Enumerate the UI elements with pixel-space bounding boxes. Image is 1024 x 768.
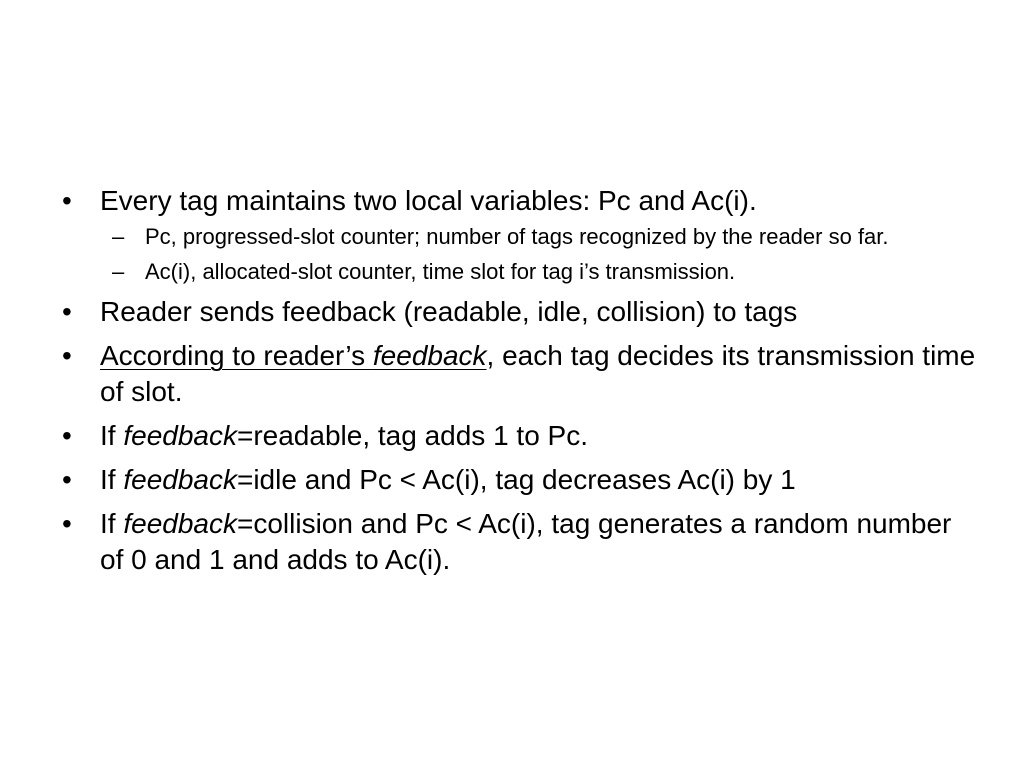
bullet-text: , each tag decides its transmission time of slot. bbox=[100, 340, 976, 407]
bullet-item bbox=[62, 418, 982, 454]
bullet-item bbox=[62, 338, 982, 410]
bullet-list bbox=[62, 183, 982, 586]
underlined-text: According to reader’s bbox=[100, 340, 373, 371]
sub-bullet-text: Pc, progressed-slot counter; number of tags recognized by the reader so far. bbox=[145, 224, 889, 249]
bullet-prefix: If bbox=[100, 464, 124, 495]
bullet-dot: • bbox=[62, 464, 72, 495]
underlined-phrase bbox=[100, 340, 487, 371]
sub-bullet-item bbox=[112, 258, 982, 286]
bullet-item bbox=[62, 294, 982, 330]
bullet-dot: • bbox=[62, 340, 72, 371]
bullet-dot: • bbox=[62, 508, 72, 539]
bullet-item bbox=[62, 183, 982, 286]
bullet-prefix: If bbox=[100, 420, 124, 451]
sub-bullet-text: Ac(i), allocated-slot counter, time slot for tag i’s transmission. bbox=[145, 259, 736, 284]
sub-bullet-item bbox=[112, 223, 982, 251]
sub-bullet-dash: – bbox=[112, 224, 125, 249]
bullet-text: =readable, tag adds 1 to Pc. bbox=[236, 420, 589, 451]
bullet-dot: • bbox=[62, 296, 72, 327]
bullet-dot: • bbox=[62, 185, 72, 216]
bullet-text: =idle and Pc < Ac(i), tag decreases Ac(i) by 1 bbox=[236, 464, 796, 495]
bullet-text: =collision and Pc < Ac(i), tag generates a random number of 0 and 1 and adds to Ac(i). bbox=[100, 508, 952, 575]
italic-feedback: feedback bbox=[123, 420, 237, 451]
bullet-prefix: If bbox=[100, 508, 124, 539]
bullet-dot: • bbox=[62, 420, 72, 451]
sub-bullet-list bbox=[112, 223, 982, 286]
bullet-text: Every tag maintains two local variables: Pc and Ac(i). bbox=[100, 185, 757, 216]
italic-feedback: feedback bbox=[123, 464, 237, 495]
bullet-item bbox=[62, 462, 982, 498]
italic-feedback: feedback bbox=[372, 340, 487, 371]
bullet-text: Reader sends feedback (readable, idle, collision) to tags bbox=[100, 296, 798, 327]
sub-bullet-dash: – bbox=[112, 259, 125, 284]
bullet-item bbox=[62, 506, 982, 578]
italic-feedback: feedback bbox=[123, 508, 237, 539]
